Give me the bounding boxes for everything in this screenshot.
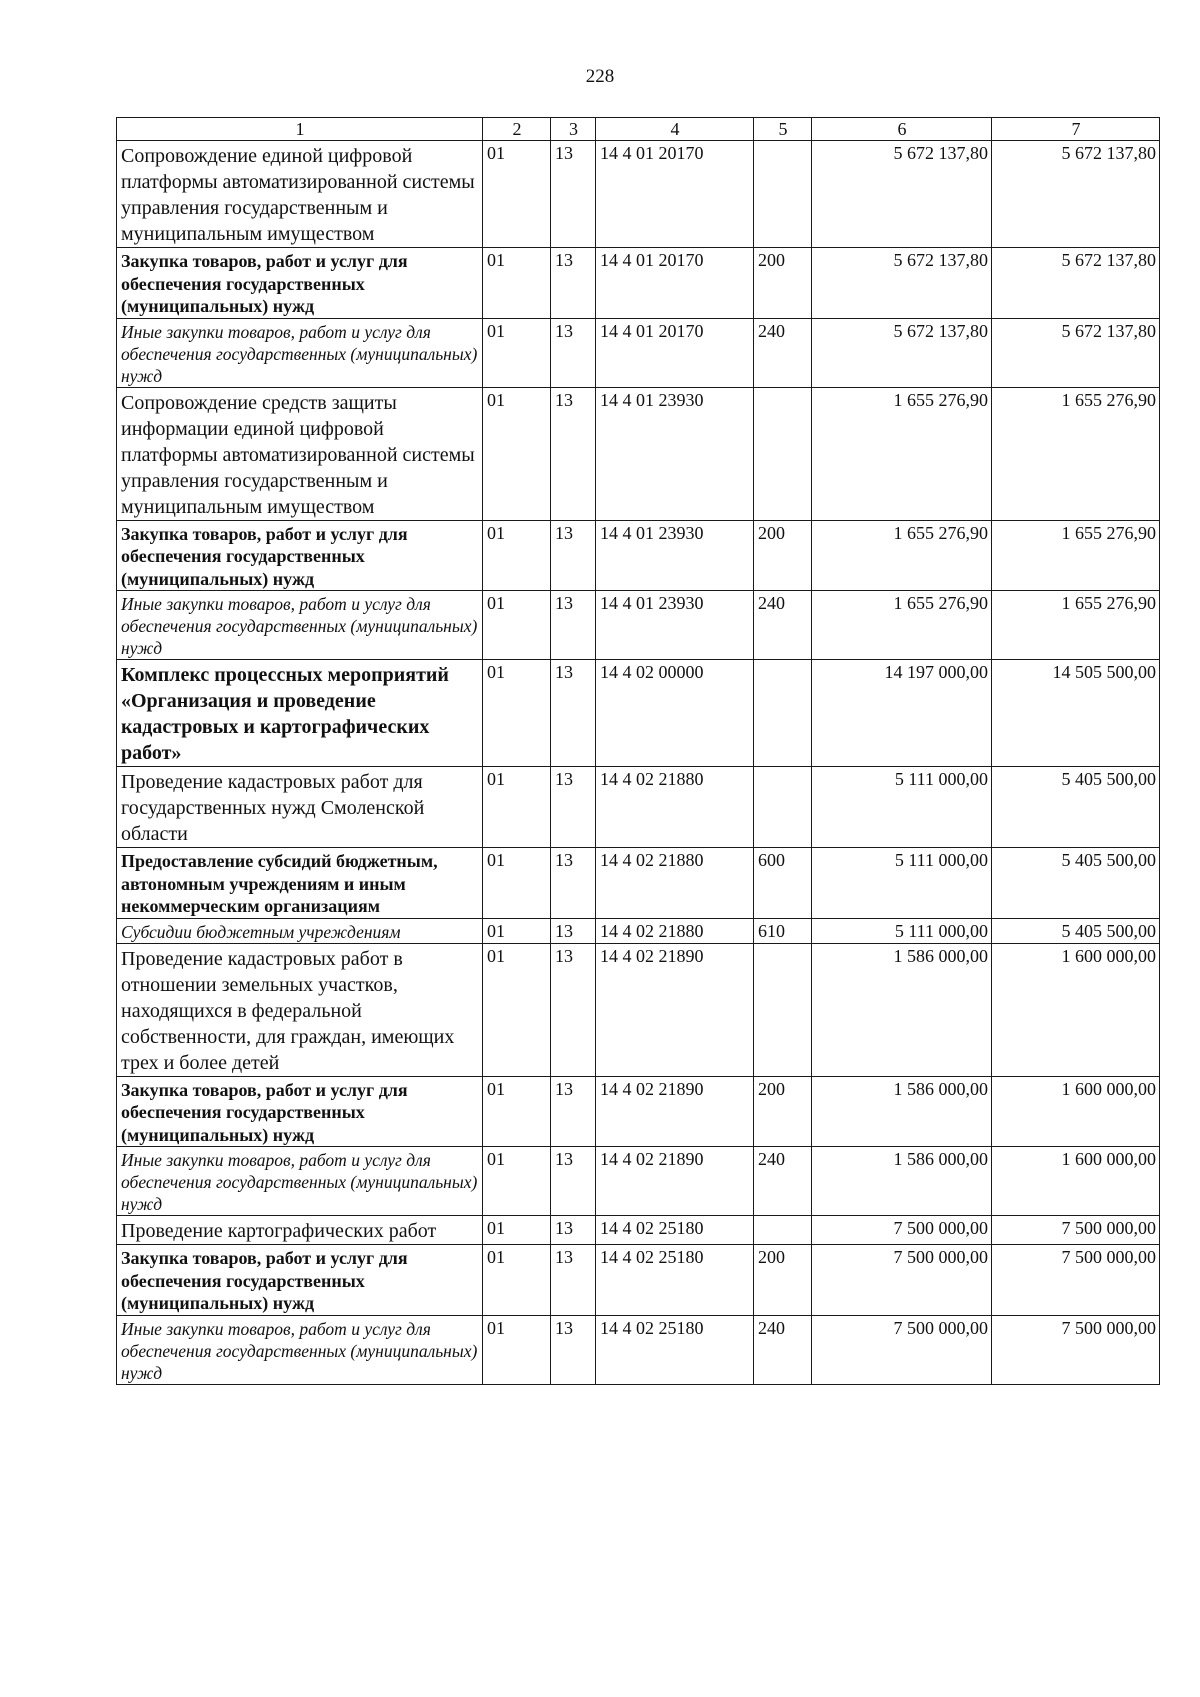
amount-year2-cell: 14 505 500,00 — [992, 660, 1160, 767]
budget-table — [116, 117, 1160, 1385]
amount-year1-cell: 14 197 000,00 — [812, 660, 992, 767]
subsection-code-cell: 13 — [551, 591, 596, 660]
section-code-cell: 01 — [483, 591, 551, 660]
expense-type-cell — [754, 141, 812, 248]
amount-year2-cell: 5 672 137,80 — [992, 318, 1160, 387]
table-row — [117, 248, 1160, 319]
row-name-cell: Закупка товаров, работ и услуг для обеспечения государственных (муниципальных) нужд — [117, 248, 483, 319]
amount-year1-cell: 5 111 000,00 — [812, 848, 992, 919]
table-row — [117, 943, 1160, 1076]
section-code-cell: 01 — [483, 1315, 551, 1384]
row-name-cell: Сопровождение единой цифровой платформы автоматизированной системы управления государственным и муниципальным имуществом — [117, 141, 483, 248]
target-article-cell: 14 4 02 21880 — [596, 848, 754, 919]
amount-year2-cell: 5 672 137,80 — [992, 141, 1160, 248]
subsection-code-cell: 13 — [551, 1245, 596, 1316]
header-cell-4: 4 — [596, 118, 754, 141]
target-article-cell: 14 4 01 20170 — [596, 141, 754, 248]
row-name-cell: Иные закупки товаров, работ и услуг для обеспечения государственных (муниципальных) нужд — [117, 318, 483, 387]
amount-year1-cell: 5 672 137,80 — [812, 248, 992, 319]
target-article-cell: 14 4 02 25180 — [596, 1315, 754, 1384]
header-cell-3: 3 — [551, 118, 596, 141]
header-cell-6: 6 — [812, 118, 992, 141]
amount-year2-cell: 7 500 000,00 — [992, 1216, 1160, 1245]
expense-type-cell: 240 — [754, 591, 812, 660]
subsection-code-cell: 13 — [551, 387, 596, 520]
row-name-cell: Проведение картографических работ — [117, 1216, 483, 1245]
target-article-cell: 14 4 01 20170 — [596, 248, 754, 319]
row-name-cell: Закупка товаров, работ и услуг для обеспечения государственных (муниципальных) нужд — [117, 520, 483, 591]
expense-type-cell — [754, 767, 812, 848]
amount-year2-cell: 1 600 000,00 — [992, 943, 1160, 1076]
row-name-cell: Иные закупки товаров, работ и услуг для обеспечения государственных (муниципальных) нужд — [117, 1315, 483, 1384]
target-article-cell: 14 4 01 23930 — [596, 591, 754, 660]
subsection-code-cell: 13 — [551, 1076, 596, 1147]
expense-type-cell — [754, 943, 812, 1076]
row-name-cell: Предоставление субсидий бюджетным, автономным учреждениям и иным некоммерческим организациям — [117, 848, 483, 919]
table-row — [117, 767, 1160, 848]
table-row — [117, 591, 1160, 660]
row-name-cell: Иные закупки товаров, работ и услуг для обеспечения государственных (муниципальных) нужд — [117, 1147, 483, 1216]
row-name-cell: Проведение кадастровых работ в отношении земельных участков, находящихся в федеральной собственности, для граждан, имеющих трех и более детей — [117, 943, 483, 1076]
row-name-cell: Комплекс процессных мероприятий «Организация и проведение кадастровых и картографических работ» — [117, 660, 483, 767]
page-number: 228 — [585, 66, 615, 87]
amount-year1-cell: 7 500 000,00 — [812, 1245, 992, 1316]
expense-type-cell: 200 — [754, 248, 812, 319]
table-row — [117, 1245, 1160, 1316]
table-row — [117, 848, 1160, 919]
expense-type-cell: 610 — [754, 918, 812, 943]
amount-year2-cell: 1 655 276,90 — [992, 387, 1160, 520]
target-article-cell: 14 4 01 23930 — [596, 387, 754, 520]
header-cell-7: 7 — [992, 118, 1160, 141]
amount-year1-cell: 5 111 000,00 — [812, 918, 992, 943]
subsection-code-cell: 13 — [551, 1147, 596, 1216]
section-code-cell: 01 — [483, 918, 551, 943]
expense-type-cell — [754, 1216, 812, 1245]
target-article-cell: 14 4 02 21880 — [596, 767, 754, 848]
amount-year2-cell: 5 405 500,00 — [992, 848, 1160, 919]
amount-year1-cell: 5 111 000,00 — [812, 767, 992, 848]
subsection-code-cell: 13 — [551, 943, 596, 1076]
row-name-cell: Субсидии бюджетным учреждениям — [117, 918, 483, 943]
table-row — [117, 387, 1160, 520]
target-article-cell: 14 4 02 25180 — [596, 1216, 754, 1245]
table-row — [117, 1076, 1160, 1147]
amount-year2-cell: 1 655 276,90 — [992, 591, 1160, 660]
section-code-cell: 01 — [483, 848, 551, 919]
amount-year2-cell: 7 500 000,00 — [992, 1245, 1160, 1316]
amount-year2-cell: 1 600 000,00 — [992, 1076, 1160, 1147]
subsection-code-cell: 13 — [551, 318, 596, 387]
table-row — [117, 141, 1160, 248]
expense-type-cell: 200 — [754, 1245, 812, 1316]
amount-year1-cell: 1 655 276,90 — [812, 520, 992, 591]
amount-year2-cell: 1 655 276,90 — [992, 520, 1160, 591]
target-article-cell: 14 4 02 21880 — [596, 918, 754, 943]
row-name-cell: Закупка товаров, работ и услуг для обеспечения государственных (муниципальных) нужд — [117, 1245, 483, 1316]
amount-year1-cell: 1 586 000,00 — [812, 1147, 992, 1216]
section-code-cell: 01 — [483, 248, 551, 319]
expense-type-cell — [754, 387, 812, 520]
subsection-code-cell: 13 — [551, 1216, 596, 1245]
header-cell-5: 5 — [754, 118, 812, 141]
expense-type-cell: 240 — [754, 1147, 812, 1216]
target-article-cell: 14 4 02 21890 — [596, 943, 754, 1076]
row-name-cell: Иные закупки товаров, работ и услуг для обеспечения государственных (муниципальных) нужд — [117, 591, 483, 660]
subsection-code-cell: 13 — [551, 767, 596, 848]
amount-year2-cell: 5 405 500,00 — [992, 918, 1160, 943]
header-cell-2: 2 — [483, 118, 551, 141]
target-article-cell: 14 4 01 23930 — [596, 520, 754, 591]
section-code-cell: 01 — [483, 660, 551, 767]
expense-type-cell: 200 — [754, 520, 812, 591]
subsection-code-cell: 13 — [551, 660, 596, 767]
section-code-cell: 01 — [483, 943, 551, 1076]
target-article-cell: 14 4 02 00000 — [596, 660, 754, 767]
target-article-cell: 14 4 02 21890 — [596, 1076, 754, 1147]
expense-type-cell — [754, 660, 812, 767]
amount-year1-cell: 1 586 000,00 — [812, 1076, 992, 1147]
subsection-code-cell: 13 — [551, 520, 596, 591]
row-name-cell: Закупка товаров, работ и услуг для обеспечения государственных (муниципальных) нужд — [117, 1076, 483, 1147]
section-code-cell: 01 — [483, 520, 551, 591]
section-code-cell: 01 — [483, 767, 551, 848]
amount-year1-cell: 1 586 000,00 — [812, 943, 992, 1076]
row-name-cell: Проведение кадастровых работ для государственных нужд Смоленской области — [117, 767, 483, 848]
amount-year2-cell: 5 672 137,80 — [992, 248, 1160, 319]
amount-year1-cell: 7 500 000,00 — [812, 1216, 992, 1245]
subsection-code-cell: 13 — [551, 918, 596, 943]
section-code-cell: 01 — [483, 387, 551, 520]
amount-year1-cell: 5 672 137,80 — [812, 141, 992, 248]
subsection-code-cell: 13 — [551, 141, 596, 248]
section-code-cell: 01 — [483, 318, 551, 387]
target-article-cell: 14 4 02 25180 — [596, 1245, 754, 1316]
section-code-cell: 01 — [483, 1245, 551, 1316]
section-code-cell: 01 — [483, 1076, 551, 1147]
table-row — [117, 1315, 1160, 1384]
row-name-cell: Сопровождение средств защиты информации единой цифровой платформы автоматизированной системы управления государственным и муниципальным имуществом — [117, 387, 483, 520]
expense-type-cell: 600 — [754, 848, 812, 919]
section-code-cell: 01 — [483, 1147, 551, 1216]
table-row — [117, 520, 1160, 591]
header-cell-1: 1 — [117, 118, 483, 141]
table-row — [117, 1216, 1160, 1245]
table-row — [117, 660, 1160, 767]
subsection-code-cell: 13 — [551, 1315, 596, 1384]
amount-year2-cell: 7 500 000,00 — [992, 1315, 1160, 1384]
amount-year1-cell: 5 672 137,80 — [812, 318, 992, 387]
amount-year1-cell: 7 500 000,00 — [812, 1315, 992, 1384]
amount-year1-cell: 1 655 276,90 — [812, 387, 992, 520]
section-code-cell: 01 — [483, 1216, 551, 1245]
target-article-cell: 14 4 02 21890 — [596, 1147, 754, 1216]
amount-year2-cell: 5 405 500,00 — [992, 767, 1160, 848]
subsection-code-cell: 13 — [551, 848, 596, 919]
expense-type-cell: 240 — [754, 1315, 812, 1384]
table-header-row — [117, 118, 1160, 141]
target-article-cell: 14 4 01 20170 — [596, 318, 754, 387]
amount-year2-cell: 1 600 000,00 — [992, 1147, 1160, 1216]
table-row — [117, 1147, 1160, 1216]
table-row — [117, 318, 1160, 387]
amount-year1-cell: 1 655 276,90 — [812, 591, 992, 660]
expense-type-cell: 240 — [754, 318, 812, 387]
table-row — [117, 918, 1160, 943]
section-code-cell: 01 — [483, 141, 551, 248]
subsection-code-cell: 13 — [551, 248, 596, 319]
expense-type-cell: 200 — [754, 1076, 812, 1147]
